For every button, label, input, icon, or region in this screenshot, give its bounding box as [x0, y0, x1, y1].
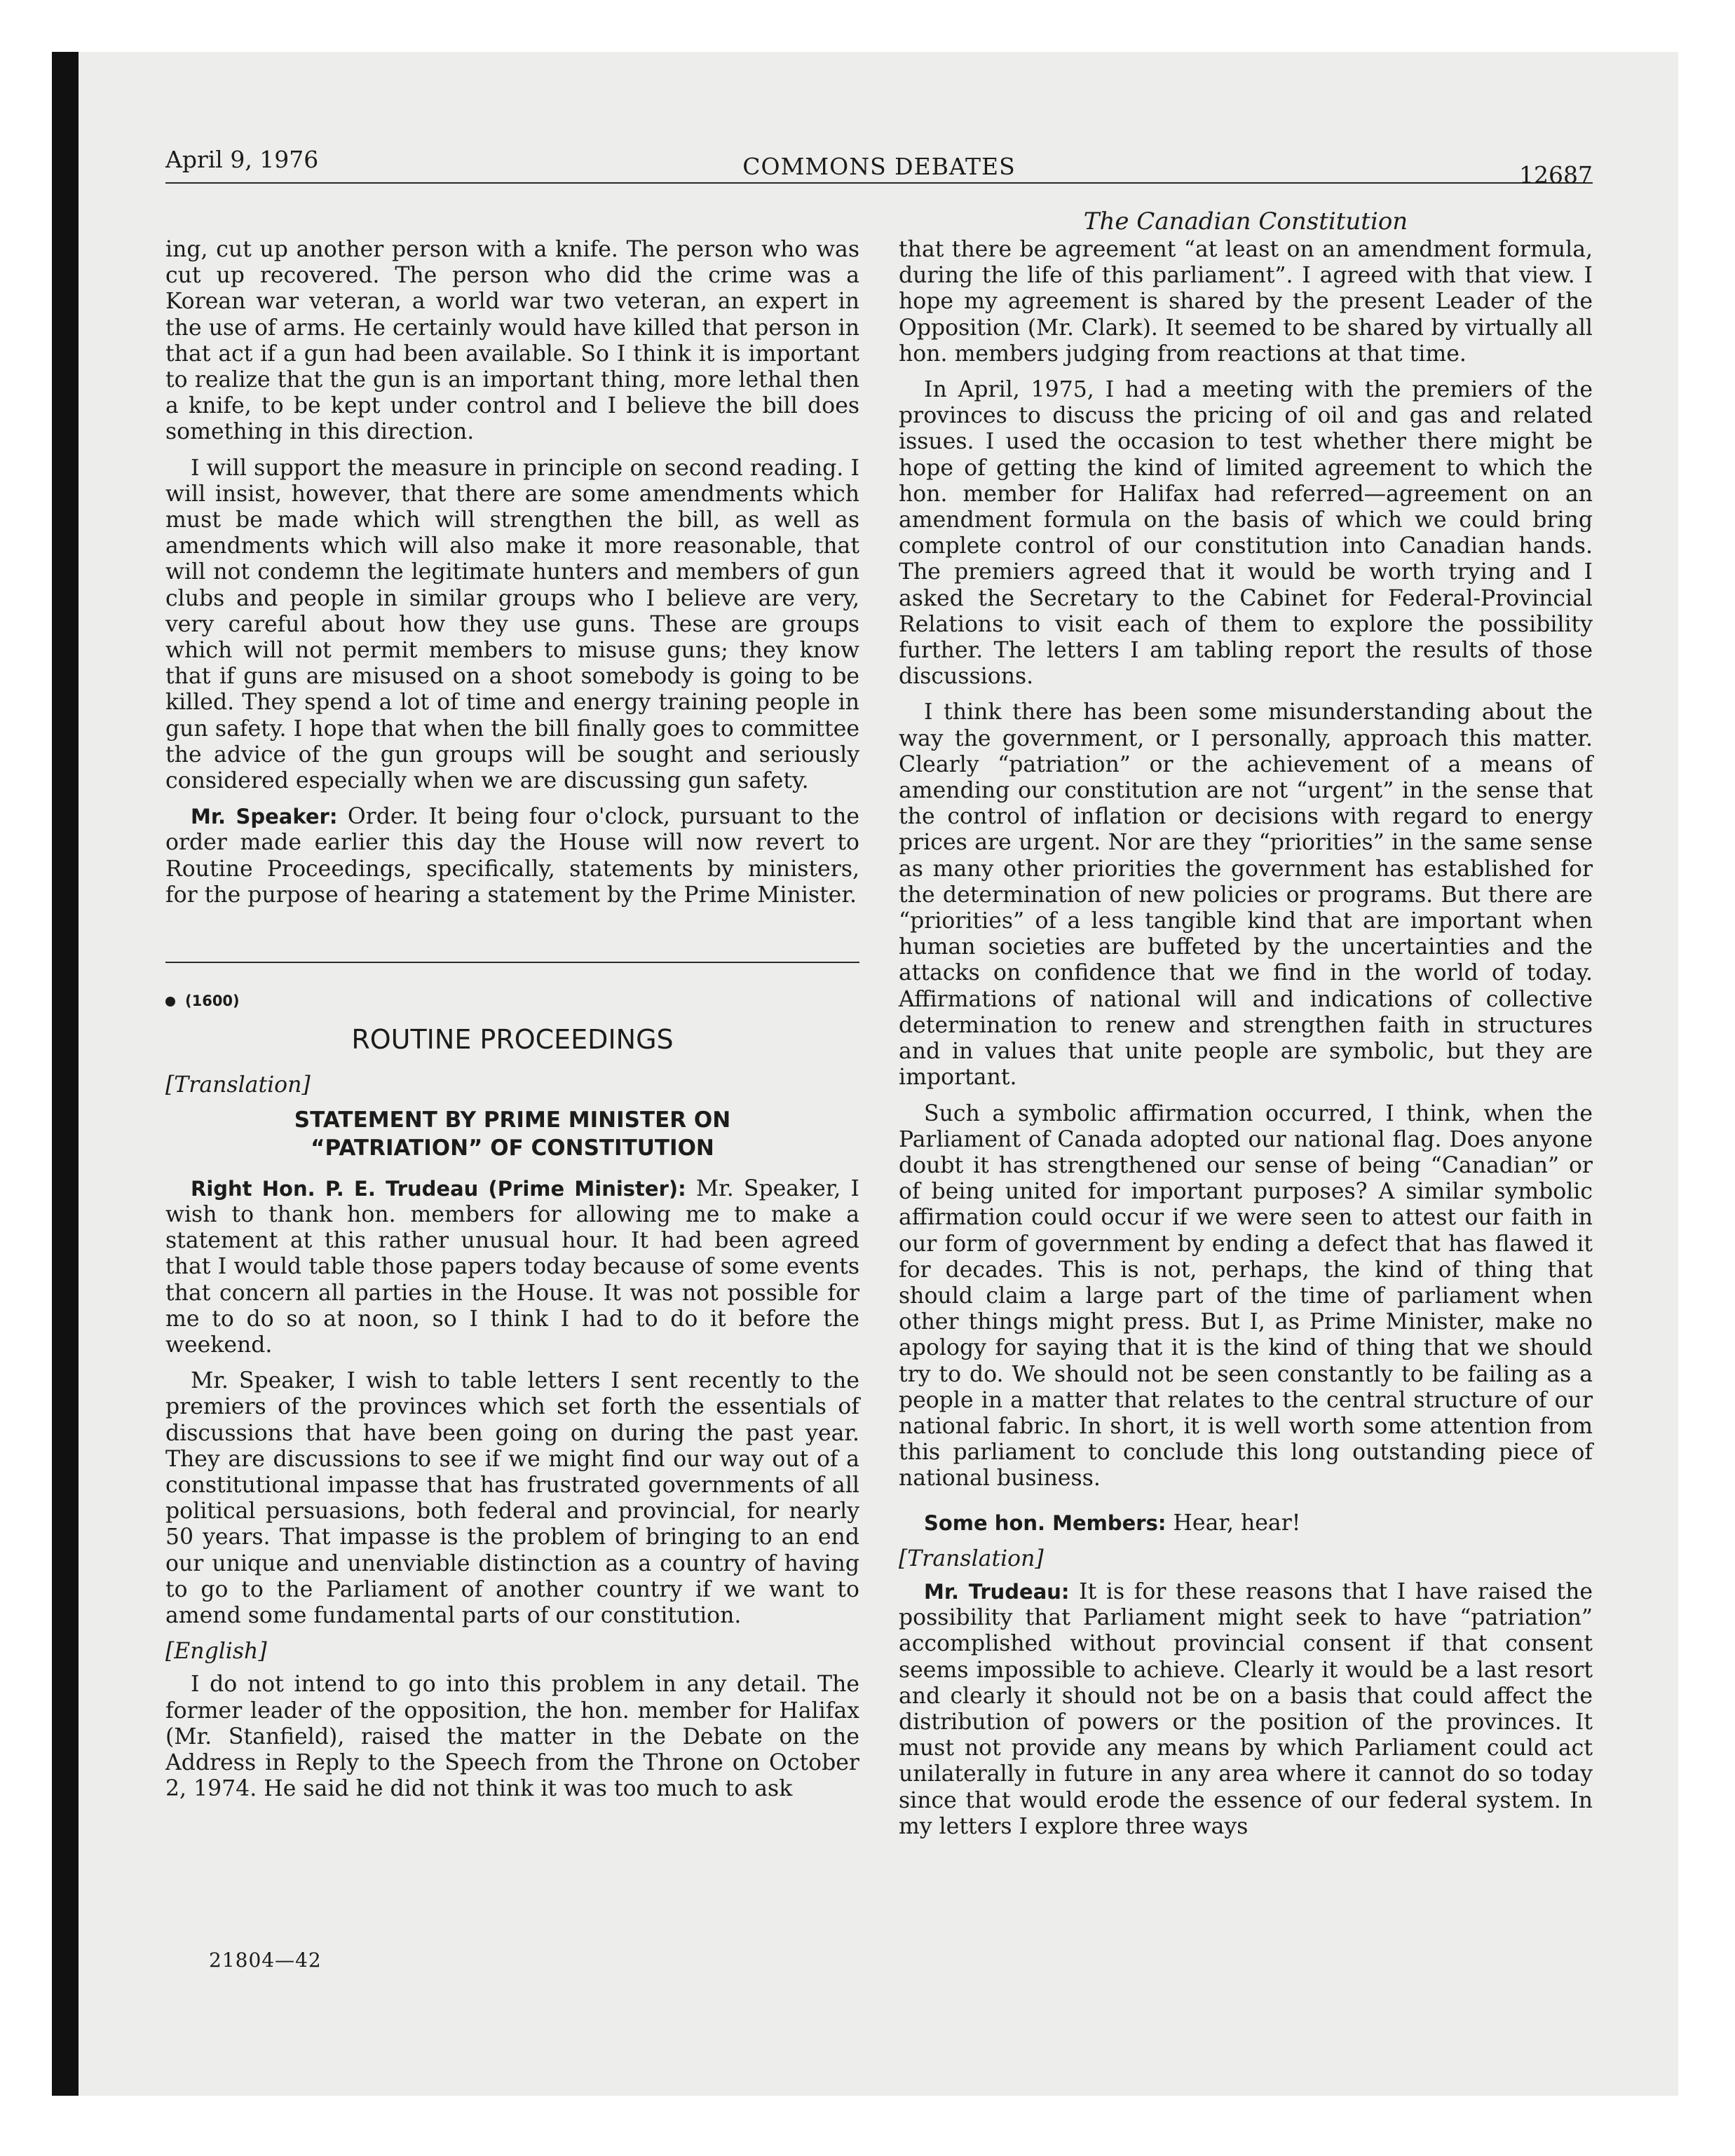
left-column: [165, 237, 859, 1812]
statement-heading-line-2: “PATRIATION” OF CONSTITUTION: [311, 1135, 714, 1161]
paragraph: I will support the measure in principle on second reading. I will insist, however, that there are some amendments which must be made which will strengthen the bill, as well as amendments which will also make it more reasonable, that will not condemn the legitimate hunters and members of gun clubs and people in similar groups who I believe are very, very careful about how they use guns. These are groups which will not permit members to misuse guns; they know that if guns are misused on a shoot somebody is going to be killed. They spend a lot of time and energy training people in gun safety. I hope that when the bill finally goes to committee the advice of the gun groups will be sought and seriously considered especially when we are discussing gun safety.: [165, 455, 859, 794]
paragraph: In April, 1975, I had a meeting with the premiers of the provinces to discuss the pricing of oil and gas and related issues. I used the occasion to test whether there might be hope of getting the kind of limited agreement to which the hon. member for Halifax had referred—agreement on an amendment formula on the basis of which we could bring complete control of our constitution into Canadian hands. The premiers agreed that it would be worth trying and I asked the Secretary to the Cabinet for Federal-Provincial Relations to visit each of them to explore the possibility further. The letters I am tabling report the results of those discussions.: [899, 377, 1593, 690]
header-date: April 9, 1976: [165, 146, 319, 173]
time-label: (1600): [185, 992, 240, 1010]
speaker-name: Mr. Speaker:: [191, 805, 338, 829]
page-number: 12687: [1519, 161, 1593, 189]
running-head: The Canadian Constitution: [1083, 207, 1408, 236]
bullet-icon: [165, 997, 175, 1007]
statement-heading-line-1: STATEMENT BY PRIME MINISTER ON: [294, 1107, 731, 1133]
section-heading: ROUTINE PROCEEDINGS: [351, 1024, 674, 1056]
speaker-name: Some hon. Members:: [924, 1510, 1166, 1535]
page-header: [165, 140, 1593, 189]
speech-paragraph: [899, 1579, 1593, 1840]
right-column: [899, 237, 1593, 1850]
language-tag: [English]: [165, 1639, 267, 1665]
speaker-name: Right Hon. P. E. Trudeau (Prime Minister):: [191, 1176, 686, 1201]
speech-paragraph: [165, 1176, 859, 1358]
paragraph: that there be agreement “at least on an amendment formula, during the life of this parliament”. I agreed with that view. I hope my agreement is shared by the present Leader of the Opposition (Mr. Clark). It seemed to be shared by virtually all hon. members judging from reactions at that time.: [899, 237, 1593, 367]
statement-heading: [165, 1106, 859, 1162]
paragraph: Such a symbolic affirmation occurred, I think, when the Parliament of Canada adopted our national flag. Does anyone doubt it has strengthened our sense of being “Canadian” or of being united for important purposes? A similar symbolic affirmation could occur if we were seen to attest our faith in our form of government by ending a defect that has flawed it for decades. This is not, perhaps, the kind of thing that should claim a large part of the time of parliament when other things might press. But I, as Prime Minister, make no apology for saying that it is the kind of thing that we should try to do. We should not be seen constantly to be failing as a people in a matter that relates to the central structure of our national fabric. In short, it is well worth some attention from this parliament to conclude this long outstanding piece of national business.: [899, 1100, 1593, 1492]
paragraph: ing, cut up another person with a knife. The person who was cut up recovered. The person who did the crime was a Korean war veteran, a world war two veteran, an expert in the use of arms. He certainly would have killed that person in that act if a gun had been available. So I think it is important to realize that the gun is an important thing, more lethal then a knife, to be kept under control and I believe the bill does something in this direction.: [165, 237, 859, 445]
speech-paragraph: [165, 804, 859, 908]
language-tag: [Translation]: [165, 1072, 311, 1098]
section-divider: [165, 962, 859, 963]
speech-paragraph: [899, 1510, 1593, 1536]
paragraph: I do not intend to go into this problem in any detail. The former leader of the opposition, the hon. member for Halifax (Mr. Stanfield), raised the matter in the Debate on the Address in Reply to the Speech from the Throne on October 2, 1974. He said he did not think it was too much to ask: [165, 1672, 859, 1802]
speech-text: Hear, hear!: [1166, 1510, 1301, 1536]
language-tag: [Translation]: [899, 1546, 1044, 1571]
time-marker: [165, 988, 859, 1014]
speaker-name: Mr. Trudeau:: [924, 1579, 1070, 1604]
speech-text: Mr. Speaker, I wish to thank hon. members for allowing me to make a statement at this rather unusual hour. It had been agreed that I would table those papers today because of some events that concern all parties in the House. It was not possible for me to do so at noon, so I think I had to do it before the weekend.: [165, 1175, 859, 1358]
paragraph: Mr. Speaker, I wish to table letters I sent recently to the premiers of the provinces which set forth the essentials of discussions that have been going on during the past year. They are discussions to see if we might find our way out of a constitutional impasse that has frustrated governments of all political persuasions, both federal and provincial, for nearly 50 years. That impasse is the problem of bringing to an end our unique and unenviable distinction as a country of having to go to the Parliament of another country if we want to amend some fundamental parts of our constitution.: [165, 1368, 859, 1628]
speech-text: It is for these reasons that I have raised the possibility that Parliament might seek to have “patriation” accomplished without provincial consent if that consent seems impossible to achieve. Clearly it would be a last resort and clearly it should not be on a basis that could affect the distribution of powers or the position of the provinces. It must not provide any means by which Parliament could act unilaterally in future in any area where it cannot do so today since that would erode the essence of our federal system. In my letters I explore three ways: [899, 1578, 1593, 1839]
scan-edge: [52, 52, 79, 2096]
print-code: 21804—42: [209, 1949, 322, 1972]
speech-text: Order. It being four o'clock, pursuant to the order made earlier this day the House will now revert to Routine Proceedings, specifically, statements by ministers, for the purpose of hearing a statement by the Prime Minister.: [165, 804, 859, 908]
header-title: COMMONS DEBATES: [742, 153, 1016, 180]
paragraph: I think there has been some misunderstanding about the way the government, or I personally, approach this matter. Clearly “patriation” or the achievement of a means of amending our constitution are not “urgent” in the sense that the control of inflation or decisions with regard to energy prices are urgent. Nor are they “priorities” in the same sense as many other priorities the government has established for the determination of new policies or programs. But there are “priorities” of a less tangible kind that are important when human societies are buffeted by the uncertainties and the attacks on confidence that we find in the world of today. Affirmations of national will and indications of collective determination to renew and strengthen faith in structures and in values that unite people are symbolic, but they are important.: [899, 700, 1593, 1091]
